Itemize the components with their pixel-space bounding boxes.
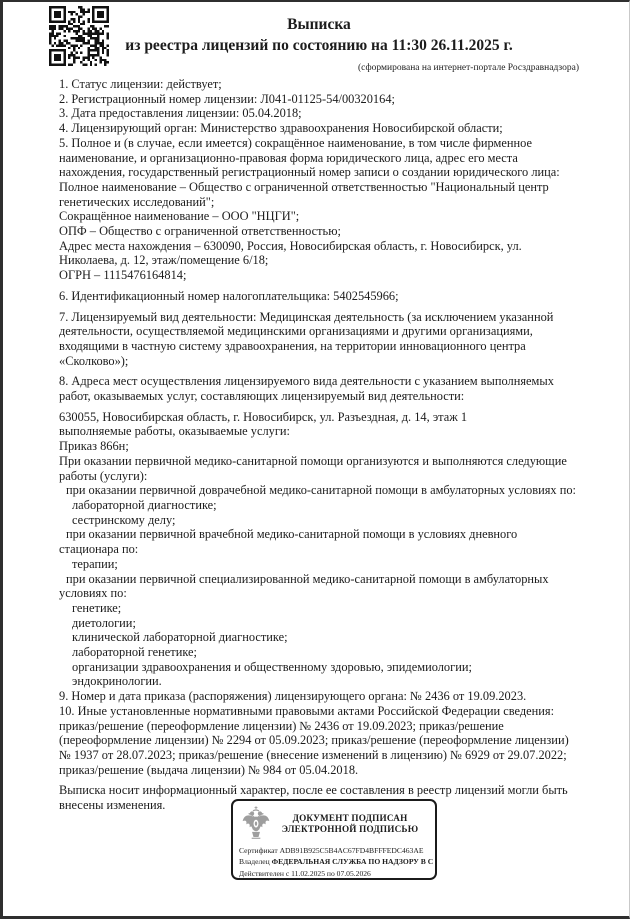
document-line: Приказ 866н; bbox=[59, 439, 129, 454]
certificate-value: ADB91B925C5B4AC67FD4BFFFEDC463AE bbox=[279, 846, 424, 855]
digital-signature-stamp bbox=[231, 799, 437, 880]
stamp-title bbox=[271, 813, 429, 836]
document-line: 6. Идентификационный номер налогоплательщика: 5402545966; bbox=[59, 288, 399, 303]
document-line: 7. Лицензируемый вид деятельности: Медицинская деятельность (за исключением указанной bbox=[59, 309, 554, 324]
document-line: 8. Адреса мест осуществления лицензируемого вида деятельности с указанием выполняемых bbox=[59, 374, 554, 389]
page-subtitle: из реестра лицензий по состоянию на 11:30 26.11.2025 г. bbox=[125, 37, 513, 54]
document-line: 4. Лицензирующий орган: Министерство здравоохранения Новосибирской области; bbox=[59, 121, 503, 136]
document-line: 630055, Новосибирская область, г. Новосибирск, ул. Разъездная, д. 14, этаж 1 bbox=[59, 409, 468, 424]
document-line: лабораторной генетике; bbox=[72, 645, 198, 660]
document-line: входящими в частную систему здравоохранения, на территории инновационного центра bbox=[59, 338, 526, 353]
document-line: приказ/решение (переоформление лицензии) № 2436 от 19.09.2023; приказ/решение bbox=[59, 718, 504, 733]
document-line: При оказании первичной медико-санитарной помощи организуются и выполняются следующие bbox=[59, 453, 567, 468]
document-body bbox=[59, 77, 585, 813]
document-line: № 1937 от 28.07.2023; приказ/решение (внесение изменений в лицензию) № 6929 от 29.07.2022; bbox=[59, 747, 567, 762]
document-header bbox=[59, 15, 579, 73]
document-line: (переоформление лицензии) № 2294 от 05.09.2023; приказ/решение (переоформление лицензии) bbox=[59, 733, 569, 748]
owner-value: ФЕДЕРАЛЬНАЯ СЛУЖБА ПО НАДЗОРУ В С bbox=[271, 857, 434, 867]
document-line: Выписка носит информационный характер, после ее составления в реестр лицензий могли быть bbox=[59, 783, 568, 798]
certificate-line bbox=[239, 845, 429, 856]
coat-of-arms-icon bbox=[241, 806, 271, 842]
document-line: ОПФ – Общество с ограниченной ответственностью; bbox=[59, 224, 341, 239]
document-line: диетологии; bbox=[72, 615, 136, 630]
document-line: работы (услуги): bbox=[59, 468, 148, 483]
document-line: «Сколково»); bbox=[59, 353, 129, 368]
document-line: деятельности, осуществляемой медицинскими организациями и другими организациями, bbox=[59, 324, 533, 339]
formation-note: (сформирована на интернет-портале Росздравнадзора) bbox=[358, 63, 579, 73]
document-line: Адрес места нахождения – 630090, Россия, Новосибирская область, г. Новосибирск, ул. bbox=[59, 238, 522, 253]
stamp-header bbox=[239, 806, 429, 842]
document-line: генетике; bbox=[72, 600, 122, 615]
stamp-details bbox=[239, 845, 434, 879]
document-line: условиях по: bbox=[59, 586, 127, 601]
document-line: терапии; bbox=[72, 556, 118, 571]
document-line: приказ/решение (выдача лицензии) № 984 от 05.04.2018. bbox=[59, 762, 359, 777]
document-line: 9. Номер и дата приказа (распоряжения) лицензирующего органа: № 2436 от 19.09.2023. bbox=[59, 689, 527, 704]
document-line: наименование, и организационно-правовая форма юридического лица, адрес его места bbox=[59, 150, 518, 165]
document-line: сестринскому делу; bbox=[72, 512, 176, 527]
document-line: внесены изменения. bbox=[59, 798, 166, 813]
document-line: 2. Регистрационный номер лицензии: Л041-01125-54/00320164; bbox=[59, 91, 395, 106]
document-line: Николаева, д. 12, этаж/помещение 6/18; bbox=[59, 253, 269, 268]
document-line: 10. Иные установленные нормативными правовыми актами Российской Федерации сведения: bbox=[59, 703, 555, 718]
stamp-title-line1: ДОКУМЕНТ ПОДПИСАН bbox=[292, 812, 408, 823]
document-line: нахождения, государственный регистрационный номер записи о создании юридического лица: bbox=[59, 165, 560, 180]
page-title: Выписка bbox=[287, 16, 351, 33]
certificate-label: Сертификат bbox=[239, 846, 278, 855]
document-line: при оказании первичной доврачебной медико-санитарной помощи в амбулаторных условиях по: bbox=[66, 483, 576, 498]
document-line: клинической лабораторной диагностике; bbox=[72, 630, 288, 645]
owner-label: Владелец bbox=[239, 857, 270, 867]
stamp-title-line2: ЭЛЕКТРОННОЙ ПОДПИСЬЮ bbox=[281, 824, 419, 834]
double-eagle-emblem bbox=[241, 806, 271, 842]
document-line: ОГРН – 1115476164814; bbox=[59, 268, 187, 283]
owner-line bbox=[239, 856, 434, 867]
document-line: при оказании первичной специализированной медико-санитарной помощи в амбулаторных bbox=[66, 571, 549, 586]
document-line: при оказании первичной врачебной медико-санитарной помощи в условиях дневного bbox=[66, 527, 518, 542]
document-line: 1. Статус лицензии: действует; bbox=[59, 77, 222, 91]
document-line: Полное наименование – Общество с ограниченной ответственностью "Национальный центр bbox=[59, 179, 549, 194]
document-line: 3. Дата предоставления лицензии: 05.04.2018; bbox=[59, 106, 302, 121]
document-line: Сокращённое наименование – ООО "НЦГИ"; bbox=[59, 209, 300, 224]
validity-line: Действителен с 11.02.2025 по 07.05.2026 bbox=[239, 868, 371, 878]
document-line: 5. Полное и (в случае, если имеется) сокращённое наименование, в том числе фирменное bbox=[59, 135, 532, 150]
document-line: организации здравоохранения и общественному здоровью, эпидемиологии; bbox=[72, 659, 472, 674]
document-line: эндокринологии. bbox=[72, 674, 162, 689]
document-line: выполняемые работы, оказываемые услуги: bbox=[59, 424, 291, 439]
document-line: стационара по: bbox=[59, 542, 139, 557]
document-line: генетических исследований"; bbox=[59, 194, 215, 209]
document-line: работ, оказываемых услуг, составляющих лицензируемый вид деятельности: bbox=[59, 389, 465, 404]
document-line: лабораторной диагностике; bbox=[72, 497, 217, 512]
